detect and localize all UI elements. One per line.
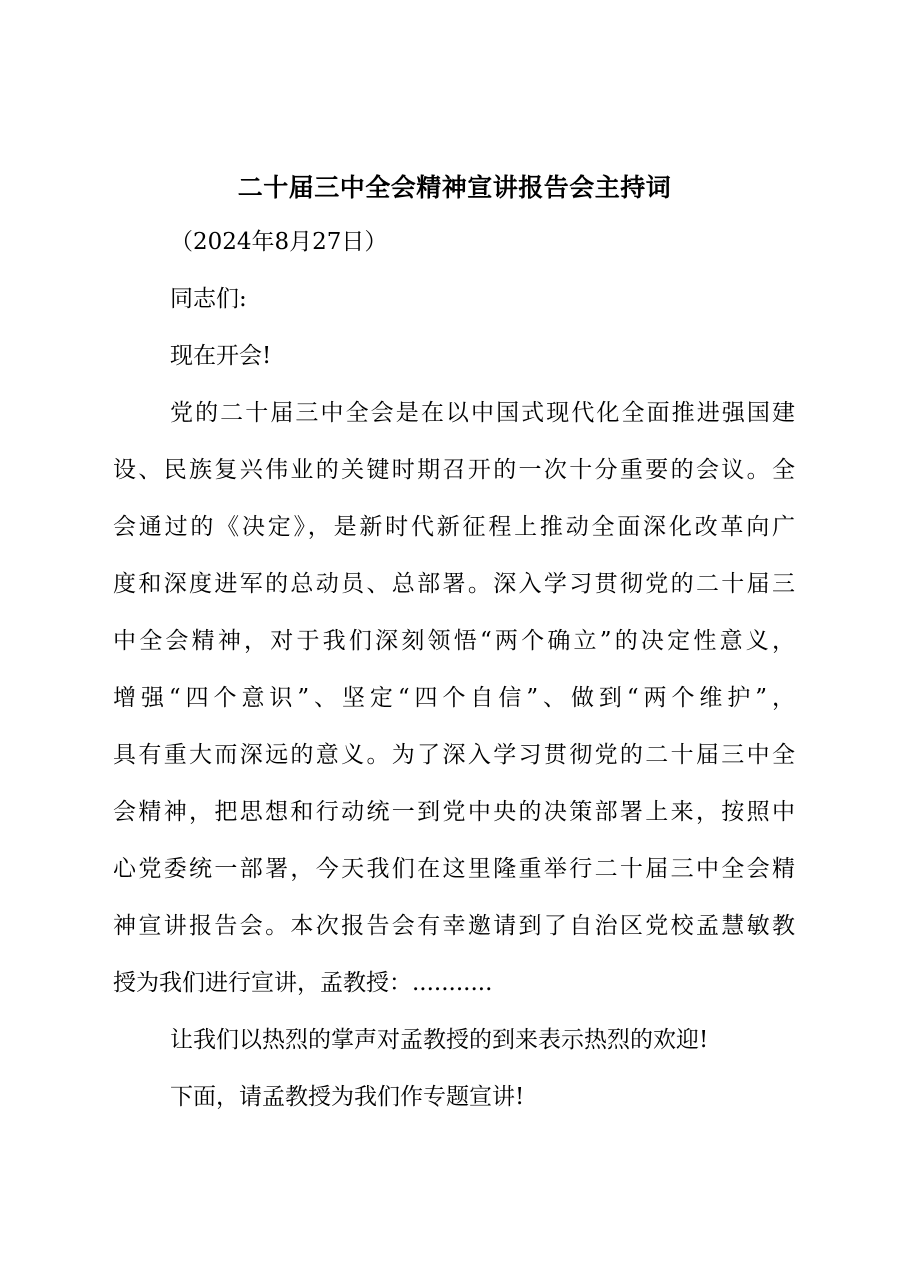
paragraph-line: 增强“四个意识”、坚定“四个自信”、做到“两个维护”， bbox=[113, 685, 795, 711]
greeting: 同志们: bbox=[170, 286, 247, 312]
paragraph-line: 中全会精神，对于我们深刻领悟“两个确立”的决定性意义， bbox=[113, 628, 795, 654]
paragraph-line: 度和深度进军的总动员、总部署。深入学习贯彻党的二十届三 bbox=[113, 571, 795, 597]
paragraph-line: 会通过的《决定》，是新时代新征程上推动全面深化改革向广 bbox=[113, 514, 795, 540]
document-title: 二十届三中全会精神宣讲报告会主持词 bbox=[237, 173, 672, 202]
paragraph-line: 具有重大而深远的意义。为了深入学习贯彻党的二十届三中全 bbox=[113, 742, 795, 768]
paragraph-line: 神宣讲报告会。本次报告会有幸邀请到了自治区党校孟慧敏教 bbox=[113, 913, 795, 939]
paragraph-line: 设、民族复兴伟业的关键时期召开的一次十分重要的会议。全 bbox=[113, 457, 795, 483]
opening-remark: 现在开会! bbox=[170, 343, 272, 369]
paragraph-line: 会精神，把思想和行动统一到党中央的决策部署上来，按照中 bbox=[113, 799, 795, 825]
welcome-remark: 让我们以热烈的掌声对孟教授的到来表示热烈的欢迎! bbox=[170, 1027, 709, 1053]
closing-remark: 下面，请孟教授为我们作专题宣讲! bbox=[170, 1084, 525, 1110]
paragraph-line: 党的二十届三中全会是在以中国式现代化全面推进强国建 bbox=[170, 400, 795, 426]
paragraph-line: 授为我们进行宣讲，孟教授：........... bbox=[113, 970, 493, 996]
paragraph-line: 心党委统一部署，今天我们在这里隆重举行二十届三中全会精 bbox=[113, 856, 795, 882]
document-date: （2024年8月27日） bbox=[170, 229, 388, 255]
